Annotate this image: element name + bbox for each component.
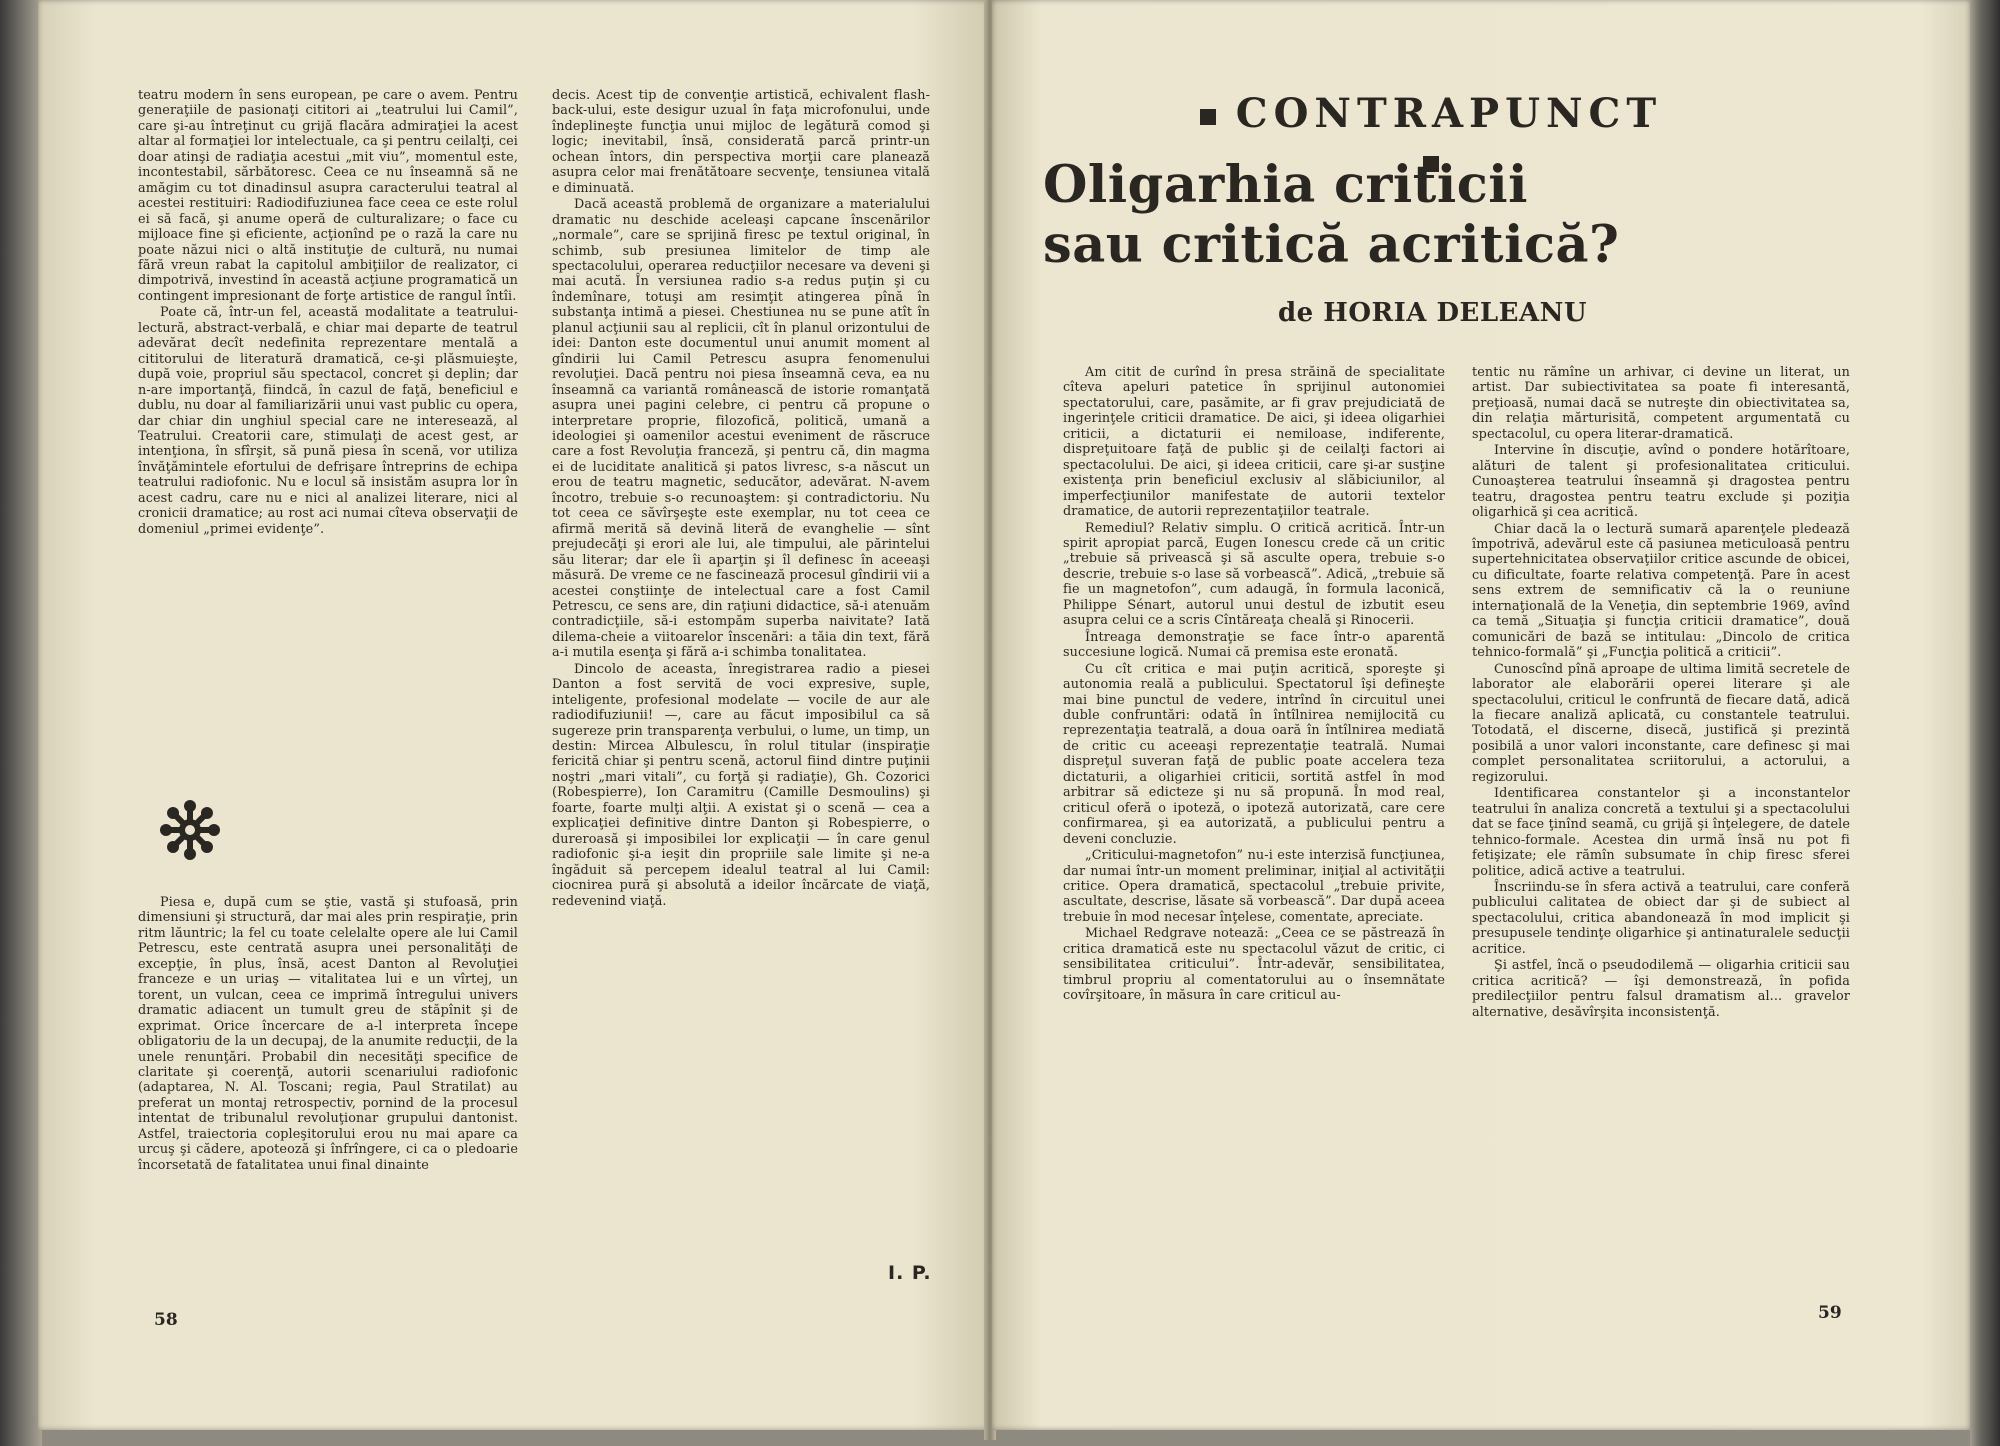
page-number: 59: [1818, 1303, 1842, 1323]
paragraph: Michael Redgrave notează: „Ceea ce se păstrează în critica dramatică este nu spectacolul văzut de critic, ci sensibilitatea criticului”. Într-adevăr, sensibilitatea, timbrul propriu al comentatorului au o însemnătate covîrşitoare, în măsura în care criticul au-: [1063, 926, 1445, 1004]
right-page-column-2: [1472, 365, 1850, 1020]
book-binding-right: [1970, 0, 2000, 1446]
left-page-column-1-top: [138, 88, 518, 537]
paragraph: decis. Acest tip de convenţie artistică, echivalent flash-back-ului, este desigur uzual în faţa microfonului, unde îndeplineşte funcţia unui mijloc de legătură comod şi logic; inevitabil, însă, considerată parcă printr-un ochean întors, din perspectiva morţii care planează asupra celor mai frenătătoare secvenţe, tensiunea vitală e diminuată.: [552, 88, 930, 196]
paragraph: Piesa e, după cum se ştie, vastă şi stufoasă, prin dimensiuni şi structură, dar mai ales prin respiraţie, prin ritm lăuntric; la fel cu toate celelalte opere ale lui Camil Petrescu, este centrată asupra unei personalităţi de excepţie, în plus, însă, acest Danton al Revoluţiei franceze e un uriaş — vitalitatea lui e un vîrtej, un torent, un vulcan, ceea ce imprimă întregului univers dramatic adiacent un tumult greu de stăpînit şi de exprimat. Orice încercare de a-l interpreta începe obligatoriu de la un decupaj, de la anumite reducţii, de la unele renunţări. Probabil din necesităţi specifice de claritate şi coerenţă, autorii scenariului radiofonic (adaptarea, N. Al. Toscani; regia, Paul Stratilat) au preferat un montaj retrospectiv, pornind de la procesul intentat de tribunalul revoluţionar grupului dantonist. Astfel, traiectoria copleşitorului erou nu mai apare ca urcuş şi cădere, apoteoză şi înfrîngere, ci ca o pledoarie încorsetată de fatalitatea unui final dinainte: [138, 895, 518, 1173]
paragraph: tentic nu rămîne un arhivar, ci devine un literat, un artist. Dar subiectivitatea sa poate fi interesantă, preţioasă, numai dacă se nutreşte din obiectivitatea sa, din relaţia mărturisită, competent argumentată cu spectacolul, cu opera literar-dramatică.: [1472, 365, 1850, 442]
book-binding-left: [0, 0, 42, 1446]
page-number: 58: [154, 1310, 178, 1330]
section-heading-text: CONTRAPUNCT: [1235, 90, 1663, 137]
paragraph: Dacă această problemă de organizare a materialului dramatic nu deschide aceleaşi capcane înscenărilor „normale”, care se sprijină firesc pe textul original, în schimb, sub presiunea limitelor de timp ale spectacolului, operarea reducţiilor necesare va deveni şi mai acută. În versiunea radio s-a redus puţin şi cu îndemînare, totuşi am resimţit atingerea pînă în substanţa intimă a piesei. Chestiunea nu se pune atît în planul acţiunii sau al replicii, cît în planul orizontului de idei: Danton este documentul unui anumit moment al gîndirii lui Camil Petrescu asupra fenomenului revoluţiei. Dacă pentru noi piesa înseamnă ceva, ea nu înseamnă ca variantă românească de istorie romanţată asupra unei pagini celebre, ci pentru că propune o interpretare proprie, filozofică, politică, umană a ideologiei şi oamenilor acestui eveniment de răscruce care a fost Revoluţia franceză, şi pentru că, din magma ei de luciditate analitică şi patos livresc, s-a născut un erou de teatru magnetic, seducător, adevărat. N-avem încotro, trebuie s-o recunoaştem: şi contradictoriu. Nu tot ceea ce săvîrşeşte este exemplar, nu tot ceea ce afirmă merită să devină literă de evanghelie — sînt prejudecăţi şi erori ale lui, ale timpului, ale părintelui său literar; dar ele îi aparţin şi îl definesc în aceeaşi măsură. De vreme ce ne fascinează procesul gîndirii vii a acestei conştiinţe de intelectual care a fost Camil Petrescu, ce sens are, din raţiuni didactice, să-i atenuăm contradicţiile, să-i estompăm superba naivitate? Iată dilema-cheie a viitoarelor înscenări: a tăia din text, fără a-i mutila esenţa şi fără a-i schimba tonalitatea.: [552, 197, 930, 661]
paragraph: Cu cît critica e mai puţin acritică, sporeşte şi autonomia reală a publicului. Spectatorul îşi defineşte mai bine punctul de vedere, intrînd în circuitul unei duble confruntări: odată în întîlnirea nemijlocită cu reprezentaţia teatrală, a doua oară în întîlnirea mediată de critic cu aceeaşi reprezentaţie teatrală. Numai dispreţul suveran faţă de public poate accelera teza dictaturii, a oligarhiei criticii, sortită astfel în mod arbitrar să edicteze şi nu să propună. În mod real, criticul oferă o ipoteză, o ipoteză autorizată, care cere confirmarea, şi ea autorizată, a publicului pentru a deveni concluzie.: [1063, 661, 1445, 847]
author-signature: I. P.: [888, 1262, 932, 1284]
paragraph: „Criticului-magnetofon” nu-i este interzisă funcţiunea, dar numai într-un moment preliminar, iniţial al activităţii critice. Opera dramatică, spectacolul „trebuie privite, ascultate, descrise, lăsate să vorbească”. Dar după aceea trebuie în mod necesar înţelese, comentate, apreciate.: [1063, 848, 1445, 925]
paragraph: Dincolo de aceasta, înregistrarea radio a piesei Danton a fost servită de voci expresive, suple, inteligente, profesional modelate — vocile de aur ale radiodifuziunii! —, care au făcut imposibilul ca să sugereze prin transparenţa verbului, o lume, un timp, un destin: Mircea Albulescu, în rolul titular (inspiraţie fericită chiar şi pentru scenă, actorul fiind dintre puţinii noştri „mari vitali”, cu forţă şi radiaţie), Gh. Cozorici (Robespierre), Ion Caramitru (Camille Desmoulins) şi foarte, foarte mulţi alţii. A existat şi o scenă — cea a explicaţiei definitive dintre Danton şi Robespierre, o dureroasă şi imposibilei lor explicaţii — în care genul radiofonic şi-a ieşit din propriile sale limite şi ne-a îngăduit să percepem idealul teatral al lui Camil: ciocnirea pură şi absolută a ideilor încărcate de viaţă, redevenind viaţă.: [552, 661, 930, 909]
snowflake-ornament-icon: [155, 795, 225, 865]
square-bullet-icon: [1200, 109, 1216, 125]
left-page-column-1-bottom: [138, 895, 518, 1173]
right-page-column-1: [1063, 365, 1445, 1004]
paragraph: Poate că, într-un fel, această modalitate a teatrului-lectură, abstract-verbală, e chiar mai departe de teatrul adevărat decît nedefinita reprezentare mentală a cititorului de literatură dramatică, ce-şi plăsmuieşte, după voie, propriul său spectacol, concret şi deplin; dar n-are importanţă, fiindcă, în cazul de faţă, beneficiul e dublu, nu doar al familiarizării unui vast public cu opera, dar chiar din unghiul special care ne interesează, al Teatrului. Creatorii care, stimulaţi de acest gest, ar intenţiona, în sfîrşit, să pună piesa în scenă, vor utiliza învăţămintele efortului de defrişare întreprins de echipa teatrului radiofonic. Nu e locul să insistăm asupra lor în acest cadru, care nu e nici al analizei literare, nici al cronicii dramatice; au rost aci numai cîteva observaţii de domeniul „primei evidenţe”.: [138, 305, 518, 537]
paragraph: Identificarea constantelor şi a inconstantelor teatrului în analiza concretă a textului şi a spectacolului dat se face ţinînd seamă, cu grijă şi înţelegere, de datele tehnico-formale. Acestea din urmă însă nu pot fi fetişizate; ele rămîn subsumate în chip firesc sferei politice, adică active a teatrului.: [1472, 786, 1850, 879]
paragraph: Remediul? Relativ simplu. O critică acritică. Într-un spirit apropiat parcă, Eugen Ionescu crede că un critic „trebuie să privească şi să asculte opera, trebuie s-o descrie, trebuie s-o lase să vorbească”. Adică, „trebuie să fie un magnetofon”, cum adaugă, în formula laconică, Philippe Sénart, autorul unui destul de izbutit eseu asupra celui ce a scris Cîntăreaţa cheală şi Rinocerii.: [1063, 520, 1445, 629]
paragraph: Cunoscînd pînă aproape de ultima limită secretele de laborator ale elaborării operei literare şi ale spectacolului, criticul le confruntă de fiecare dată, adică la fiecare analiză aplicată, cu constantele teatrului. Totodată, el discerne, disecă, justifică şi prezintă posibilă a unor valori inconstante, care definesc şi mai complet personalitatea scriitorului, a actorului, a regizorului.: [1472, 661, 1850, 785]
paragraph: Am citit de curînd în presa străină de specialitate cîteva apeluri patetice în sprijinul autonomiei spectatorului, care, pasămite, ar fi grav prejudiciată de ingerinţele criticii dramatice. De aici, şi ideea oligarhiei criticii, a dictaturii ei nemiloase, indiferente, dispreţuitoare faţă de public şi de ceilalţi factori ai spectacolului. De aici, şi ideea criticii, care şi-ar susţine existenţa prin beneficiul exclusiv al slăbiciunilor, al imperfecţiunilor manifestate de autorii textelor dramatice, de autorii reprezentaţiilor teatrale.: [1063, 365, 1445, 520]
paragraph: Înscriindu-se în sfera activă a teatrului, care conferă publicului calitatea de obiect dar şi de subiect al spectacolului, critica abandonează în mod implicit şi presupusele tendinţe oligarhice şi antinaturalele seducţii acritice.: [1472, 879, 1850, 957]
paragraph: Întreaga demonstraţie se face într-o aparentă succesiune logică. Numai că premisa este eronată.: [1063, 629, 1445, 661]
paragraph: Şi astfel, încă o pseudodilemă — oligarhia criticii sau critica acritică? — îşi demonstrează, în pofida predilecţiilor pentru falsul dramatism al... gravelor alternative, desăvîrşita inconsistenţă.: [1472, 958, 1850, 1020]
paragraph: teatru modern în sens european, pe care o avem. Pentru generaţiile de pasionaţi cititori ai „teatrului lui Camil”, care şi-au întreţinut cu grijă flacăra admiraţiei la acest altar al formaţiei lor intelectuale, ca şi pentru ceilalţi, cei doar atinşi de radiaţia acestui „mit viu”, momentul este, incontestabil, sărbătoresc. Ceea ce nu înseamnă să ne amăgim cu tot dinadinsul asupra caracterului teatral al acestei restituiri: Radiodifuziunea face ceea ce este rolul ei să facă, şi anume operă de culturalizare; o face cu mijloace fine şi eficiente, acţionînd pe o rază la care nu poate năzui nici o altă instituţie de cultură, nu numai fără vreun rabat la capitolul ambiţiilor de realizator, ci dimpotrivă, investind în această acţiune programatică un contingent impresionant de forţe artistice de rangul întîi.: [138, 88, 518, 304]
left-page-column-2: [552, 88, 930, 909]
paragraph: Chiar dacă la o lectură sumară aparenţele pledează împotrivă, adevărul este că pasiunea meticuloasă pentru supertehnicitatea observaţiilor critice ascunde de obicei, cu dificultate, foarte relativa competenţă. Pare în acest sens extrem de semnificativ că la o reuniune internaţională de la Veneţia, din septembrie 1969, avînd ca temă „Situaţia şi funcţia criticii dramatice”, două comunicări de bază se intitulau: „Dincolo de critica tehnico-formală” şi „Funcţia politică a criticii”.: [1472, 521, 1850, 661]
article-byline: de HORIA DELEANU: [1278, 298, 1588, 328]
article-title: Oligarhia criticii sau critică acritică?: [1043, 155, 1620, 275]
paragraph: Intervine în discuţie, avînd o pondere hotărîtoare, alături de talent şi profesionalitatea criticului. Cunoaşterea teatrului înseamnă şi dragostea pentru teatru, dragostea pentru teatru exclude şi poziţia oligarhică şi cea acritică.: [1472, 443, 1850, 521]
